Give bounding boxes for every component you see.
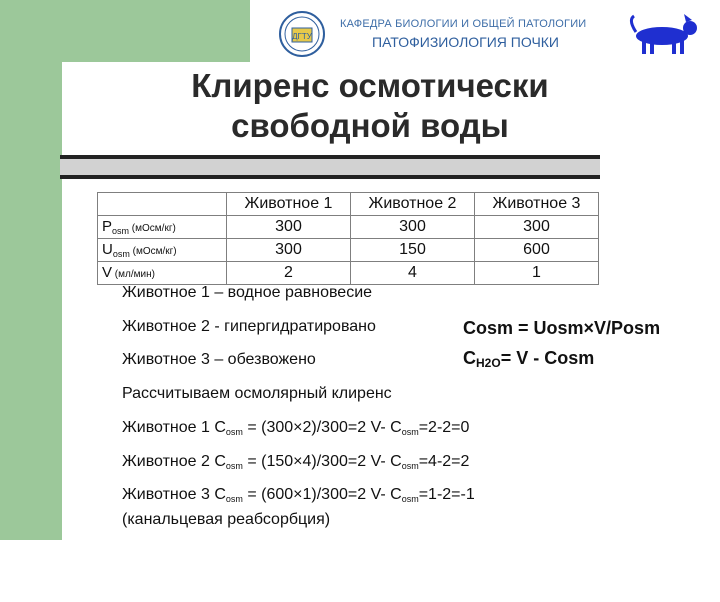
table-row <box>98 262 599 285</box>
table-cell: 150 <box>351 239 475 262</box>
table-row <box>98 216 599 239</box>
calc-title: Рассчитываем осмолярный клиренс <box>122 385 392 402</box>
note-animal-1: Животное 1 – водное равновесие <box>122 284 373 301</box>
table-cell: 2 <box>227 262 351 285</box>
university-logo-icon <box>278 10 326 58</box>
table-cell: 300 <box>475 216 599 239</box>
table-cell: 4 <box>351 262 475 285</box>
title-line-1: Клиренс осмотически <box>191 67 549 104</box>
note-animal-2: Животное 2 - гипергидратировано <box>122 318 376 335</box>
column-header: Животное 1 <box>227 193 351 216</box>
formula-cosm: Cosm = Uosm×V/Posm <box>463 318 661 338</box>
left-decor-band <box>0 0 62 540</box>
table-row <box>98 239 599 262</box>
column-header: Животное 3 <box>475 193 599 216</box>
calc-animal-3: Животное 3 $C_{osm} = (600\times 1)/300=2$ V- $C_{osm}=1-2=-1$ <box>122 486 475 504</box>
department-name: КАФЕДРА БИОЛОГИИ И ОБЩЕЙ ПАТОЛОГИИ <box>340 18 587 30</box>
table-cell: 1 <box>475 262 599 285</box>
top-decor-band <box>0 0 250 62</box>
divider-fill <box>60 159 600 175</box>
data-table <box>97 192 599 285</box>
table-header-row <box>98 193 599 216</box>
formula-ch2o: $C_{H2O}= V$ - Cosm <box>463 348 595 370</box>
table-cell: 300 <box>227 216 351 239</box>
column-header: Животное 2 <box>351 193 475 216</box>
subject-name: ПАТОФИЗИОЛОГИЯ ПОЧКИ <box>372 34 559 50</box>
table-cell: 600 <box>475 239 599 262</box>
title-divider-bar <box>60 155 600 179</box>
row-label: $P_{osm}$ (мОсм/кг) <box>98 216 227 239</box>
table-corner-cell <box>98 193 227 216</box>
note-animal-3: Животное 3 – обезвожено <box>122 351 316 368</box>
calc-animal-2: Животное 2 $C_{osm} = (150\times 4)/300=2$ V- $C_{osm}=4-2=2$ <box>122 453 470 471</box>
table-cell: 300 <box>227 239 351 262</box>
slide-title <box>120 66 620 146</box>
table-cell: 300 <box>351 216 475 239</box>
row-label: $U_{osm}$ (мОсм/кг) <box>98 239 227 262</box>
calc-note: (канальцевая реабсорбция) <box>122 511 331 528</box>
logo-text: ДГТУ <box>292 32 312 41</box>
dog-icon <box>622 12 704 56</box>
row-label: V (мл/мин) <box>98 262 227 285</box>
calc-animal-1: Животное 1 $C_{osm} = (300\times 2)/300=2$ V- $C_{osm}=2-2=0$ <box>122 419 470 437</box>
title-line-2: свободной воды <box>231 107 509 144</box>
